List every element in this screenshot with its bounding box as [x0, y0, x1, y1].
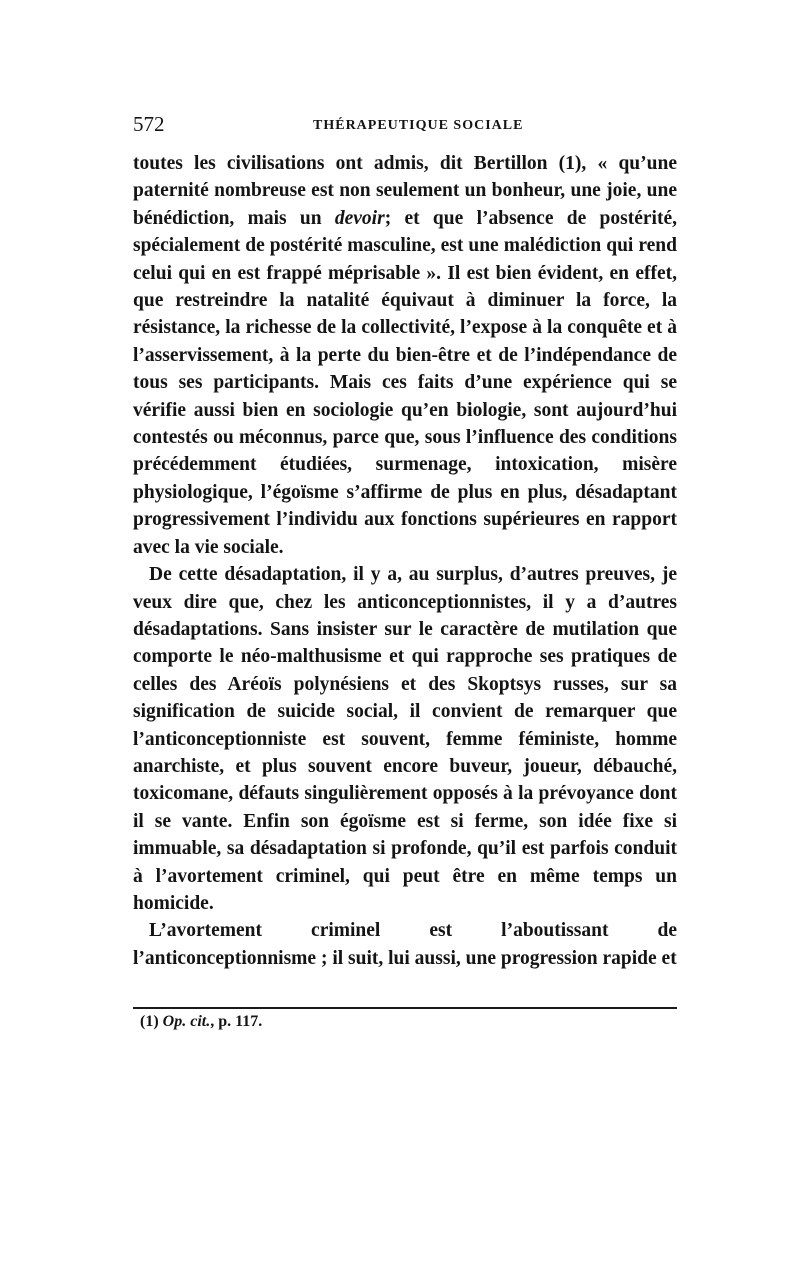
- footnote-page-ref: , p. 117.: [210, 1013, 263, 1030]
- page-number: 572: [133, 112, 165, 136]
- footnote-divider: [133, 1007, 677, 1009]
- paragraph-1-start: toutes les civilisations ont admis, dit Bertillon (1), « qu’une paternité nombreuse est non seulement un bonheur, une joie, une bénédiction, mais un: [133, 153, 677, 229]
- running-head: THÉRAPEUTIQUE SOCIALE: [313, 118, 524, 133]
- paragraph-2: De cette désadaptation, il y a, au surplus, d’autres preuves, je veux dire que, chez les anticonceptionnistes, il y a d’autres désadaptations. Sans insister sur le caractère de mutilation que comporte le néo-malthusisme et qui rapproche ses pratiques de celles des Aréoïs polynésiens et des Skoptsys russes, sur sa signification de suicide social, il convient de remarquer que l’anticonceptionniste est souvent, femme féministe, homme anarchiste, et plus souvent encore buveur, joueur, débauché, toxicomane, défauts singulièrement opposés à la prévoyance dont il se vante. Enfin son égoïsme est si ferme, son idée fixe si immuable, sa désadaptation si profonde, qu’il est parfois conduit à l’avortement criminel, qui peut être en même temps un homicide.: [133, 564, 677, 914]
- footnote-marker: (1): [140, 1013, 159, 1030]
- emphasis-devoir: devoir: [334, 207, 385, 229]
- paragraph-3: L’avortement criminel est l’aboutissant de l’anticonceptionnisme ; il suit, lui aussi, une progression rapide et: [133, 920, 677, 969]
- paragraph-1-rest: ; et que l’absence de postérité, spécialement de postérité masculine, est une malédiction qui rend celui qui en est frappé méprisable ». Il est bien évident, en effet, que restreindre la natalité équivaut à diminuer la force, la résistance, la richesse de la collectivité, l’expose à la conquête et à l’asservissement, à la perte du bien-être et de l’indépendance de tous ses participants. Mais ces faits d’une expérience qui se vérifie aussi bien en sociologie qu’en biologie, sont aujourd’hui contestés ou méconnus, parce que, sous l’influence des conditions précédemment étudiées, surmenage, intoxication, misère physiologique, l’égoïsme s’affirme de plus en plus, désadaptant progressivement l’individu aux fonctions supérieures en rapport avec la vie sociale.: [133, 207, 677, 558]
- paragraph-1: [133, 150, 677, 561]
- body-text: [133, 150, 677, 972]
- footnote: [140, 1011, 670, 1033]
- page-header: [133, 112, 677, 142]
- footnote-source: Op. cit.: [162, 1013, 211, 1030]
